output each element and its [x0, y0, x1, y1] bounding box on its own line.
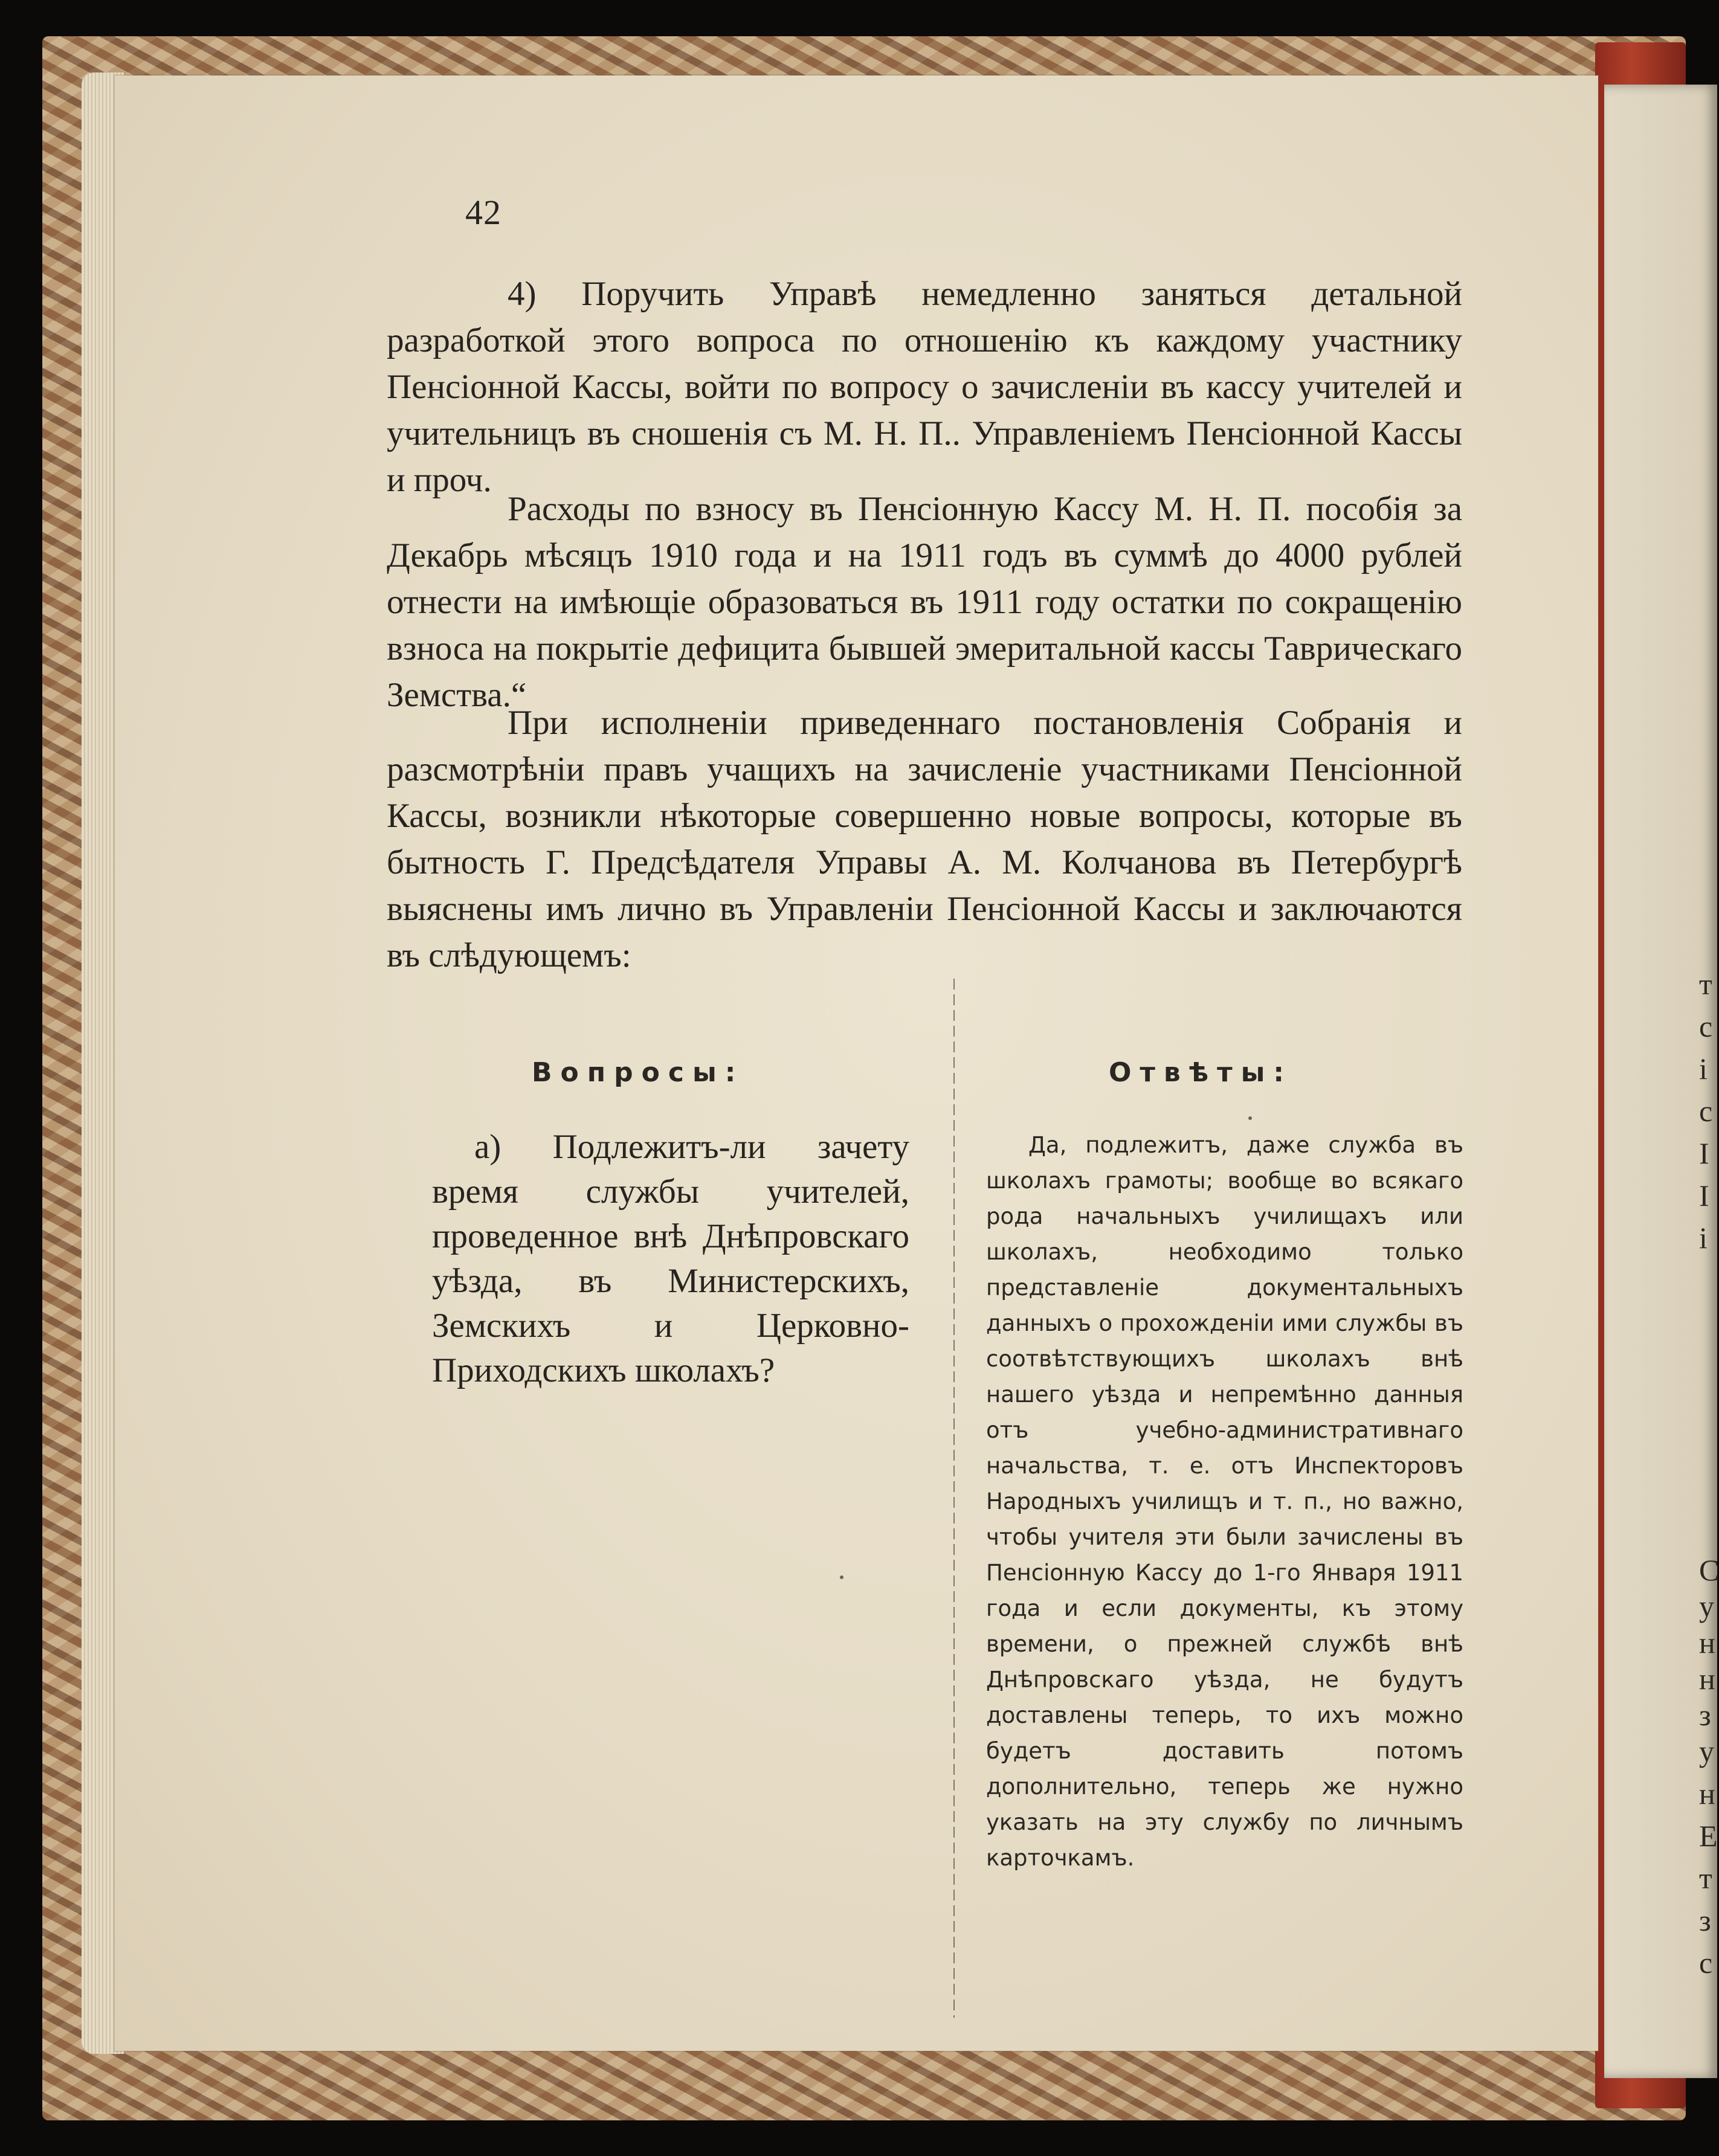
paragraph-resolution-point-4: 4) Поручить Управѣ немедленно заняться детальной разработкой этого вопроса по отношенію къ каждому участнику Пенсіонной Кассы, войти по вопросу о зачисленіи въ кассу учителей и учительницъ въ сношенія съ М. Н. П.. Управленіемъ Пенсіонной Кассы и проч.	[387, 275, 1462, 499]
adjacent-page-letter: з	[1699, 1903, 1711, 1937]
adjacent-page-letter: С	[1699, 1553, 1719, 1587]
question-a: а) Подлежитъ-ли зачету время службы учителей, проведенное внѣ Днѣпровскаго уѣзда, въ Министерскихъ, Земскихъ и Церковно-Приходскихъ школахъ?	[432, 1128, 909, 1389]
adjacent-page-letter: І	[1699, 1179, 1709, 1212]
paragraph-new-questions: При исполненіи приведеннаго постановленія Собранія и разсмотрѣніи правъ учащихъ на зачисленіе участниками Пенсіонной Кассы, возникли нѣкоторые совершенно новые вопросы, которые въ бытность Г. Предсѣдателя Управы А. М. Колчанова въ Петербургѣ выяснены имъ лично въ Управленіи Пенсіонной Кассы и заключаются въ слѣдующемъ:	[387, 704, 1462, 974]
adjacent-page-letter: н	[1699, 1626, 1715, 1659]
paper-speck	[840, 1575, 843, 1579]
adjacent-page-letter: т	[1699, 1861, 1712, 1895]
adjacent-page-letter: з	[1699, 1698, 1711, 1732]
adjacent-page-letter: т	[1699, 967, 1712, 1001]
adjacent-page-letter: і	[1699, 1052, 1708, 1086]
column-divider	[953, 979, 955, 2018]
adjacent-page-letter: с	[1699, 1946, 1713, 1980]
paragraph-expenses: Расходы по взносу въ Пенсіонную Кассу М. Н. П. пособія за Декабрь мѣсяцъ 1910 года и на 1911 годъ въ суммѣ до 4000 рублей отнести на имѣющіе образоваться въ 1911 году остатки по сокращенію взноса на покрытіе дефицита бывшей эмеритальной кассы Таврическаго Земства.“	[387, 490, 1462, 714]
adjacent-page-letter: с	[1699, 1009, 1713, 1043]
adjacent-page-letter: н	[1699, 1662, 1715, 1696]
answer-a: Да, подлежитъ, даже служба въ школахъ грамоты; вообще во всякаго рода начальныхъ училищахъ или школахъ, необходимо только представленіе документальныхъ данныхъ о прохожденіи ими службы въ соотвѣтствующихъ школахъ внѣ нашего уѣзда и непремѣнно данныя отъ учебно-административнаго начальства, т. е. отъ Инспекторовъ Народныхъ училищъ и т. п., но важно, чтобы учителя эти были зачислены въ Пенсіонную Кассу до 1-го Января 1911 года и если документы, къ этому времени, о прежней службѣ внѣ Днѣпровскаго уѣзда, не будутъ доставлены теперь, то ихъ можно будетъ доставить потомъ дополнительно, теперь же нужно указать на эту службу по личнымъ карточкамъ.	[986, 1132, 1463, 1871]
adjacent-page-letter: н	[1699, 1777, 1715, 1810]
adjacent-page-letter: І	[1699, 1136, 1709, 1170]
answers-header: Отвѣты:	[1109, 1057, 1293, 1088]
adjacent-page-letter: с	[1699, 1094, 1713, 1128]
adjacent-page-letter: Е	[1699, 1819, 1718, 1853]
adjacent-page-letter: у	[1699, 1589, 1714, 1623]
page-number: 42	[465, 193, 502, 232]
questions-header: Вопросы:	[532, 1057, 744, 1088]
paper-speck	[1248, 1116, 1252, 1120]
adjacent-page-letter: у	[1699, 1734, 1714, 1768]
adjacent-page-letter: і	[1699, 1221, 1708, 1255]
